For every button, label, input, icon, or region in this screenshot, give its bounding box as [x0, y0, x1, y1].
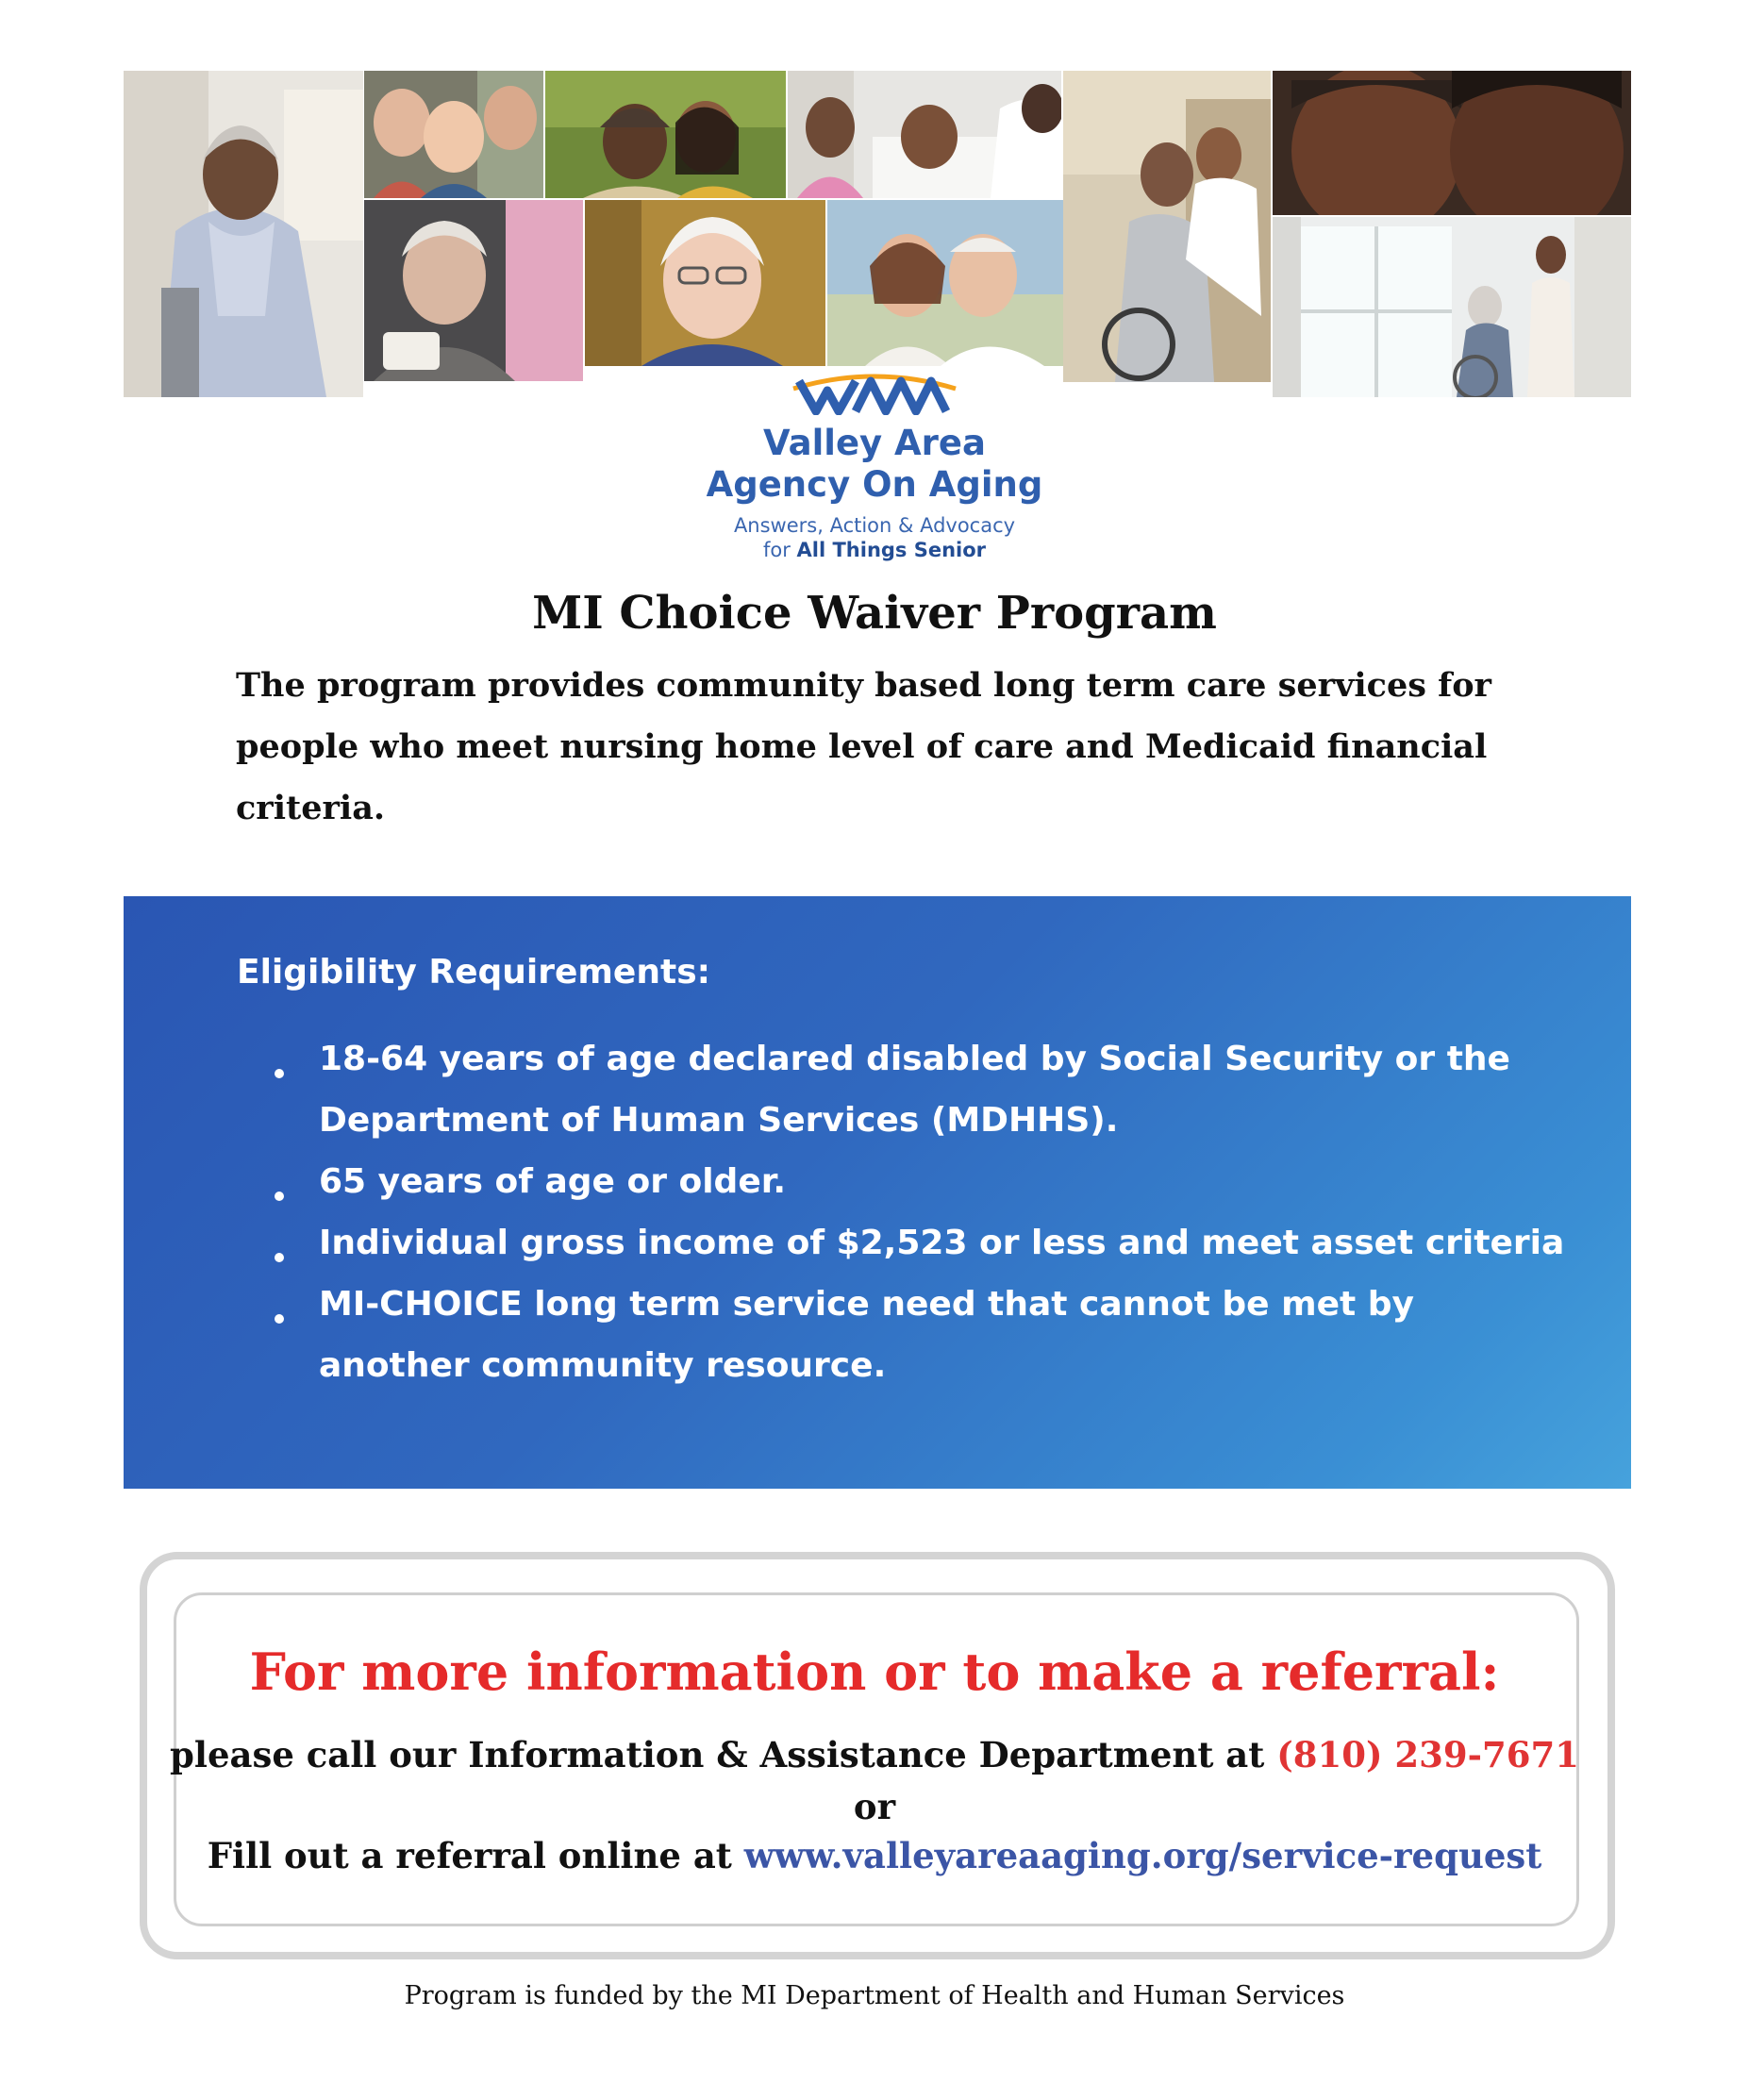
photo-senior-man-young-woman: [545, 71, 786, 198]
eligibility-item-text: MI-CHOICE long term service need that cannot be met by another community resource.: [319, 1285, 1414, 1385]
bullet-icon: [275, 1192, 284, 1201]
referral-online-line: [0, 1835, 1749, 1876]
photo-senior-couple-outdoors: [827, 200, 1063, 366]
bullet-icon: [275, 1314, 284, 1324]
logo-tagline-2-bold: All Things Senior: [796, 539, 987, 561]
referral-call-line: [0, 1734, 1749, 1775]
photo-family-group: [364, 71, 543, 198]
vaaa-logo: [660, 358, 1089, 575]
funding-note: Program is funded by the MI Department of Health and Human Services: [404, 1981, 1345, 2010]
logo-name-line2: Agency On Aging: [706, 464, 1043, 505]
eligibility-item: [275, 1274, 1576, 1396]
eligibility-item-text: 65 years of age or older.: [319, 1162, 787, 1201]
eligibility-item: [275, 1028, 1576, 1151]
logo-tagline: Answers, Action & Advocacy: [733, 514, 1016, 537]
referral-phone-link[interactable]: (810) 239-7671: [1276, 1734, 1579, 1775]
bullet-icon: [275, 1069, 284, 1078]
program-description: The program provides community based long term care services for people who meet nursing home level of care and Medicaid financial criteria.: [236, 666, 1491, 827]
referral-call-text: please call our Information & Assistance Department at: [170, 1734, 1277, 1775]
referral-or-text: or: [853, 1786, 896, 1827]
eligibility-panel: [124, 896, 1631, 1489]
photo-senior-couple-closeup: [1273, 71, 1631, 215]
program-title: MI Choice Waiver Program: [532, 587, 1217, 640]
photo-senior-woman-robe: [124, 71, 363, 397]
logo-tagline-2-prefix: for: [762, 539, 797, 561]
photo-hospital-visit: [788, 71, 1061, 198]
photo-collage: [0, 0, 1749, 406]
photo-caregiver-window: [1273, 217, 1631, 397]
eligibility-item: [275, 1151, 1576, 1212]
eligibility-item-text: 18-64 years of age declared disabled by Social Security or the Department of Human Services (MDHHS).: [319, 1040, 1510, 1140]
eligibility-item: [275, 1212, 1576, 1274]
referral-online-text: Fill out a referral online at: [207, 1835, 744, 1876]
eligibility-list: [275, 1028, 1576, 1396]
photo-doctor-wheelchair: [1063, 71, 1271, 382]
photo-smiling-woman-glasses: [585, 200, 825, 366]
referral-heading: For more information or to make a referral:: [249, 1642, 1500, 1702]
logo-tagline-2: [660, 539, 1089, 561]
photo-elderly-woman-tea: [364, 200, 583, 381]
vaaa-logo-mark: [790, 368, 959, 415]
bullet-icon: [275, 1253, 284, 1262]
logo-name-line1: Valley Area: [763, 423, 986, 463]
eligibility-heading: Eligibility Requirements:: [237, 953, 711, 992]
eligibility-item-text: Individual gross income of $2,523 or less and meet asset criteria: [319, 1224, 1565, 1262]
referral-url-link[interactable]: www.valleyareaaging.org/service-request: [743, 1835, 1542, 1876]
